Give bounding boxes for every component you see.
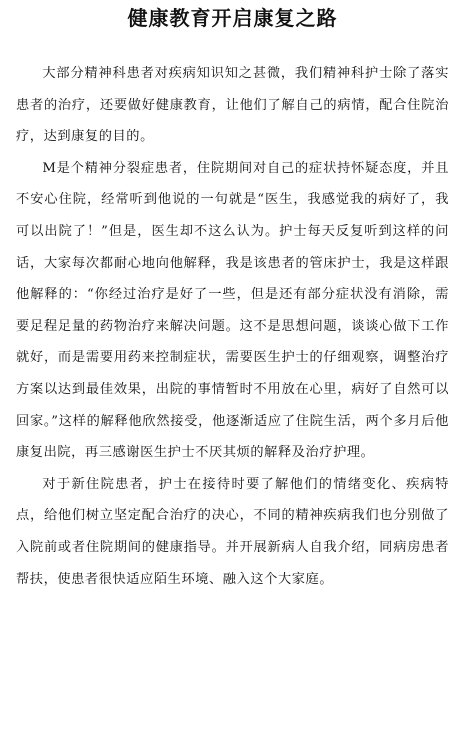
paragraph-intro: 大部分精神科患者对疾病知识知之甚微，我们精神科护士除了落实患者的治疗，还要做好健康教育，让他们了解自己的病情，配合住院治疗，达到康复的目的。 — [16, 66, 449, 145]
paragraph-case-m: M是个精神分裂症患者，住院期间对自己的症状持怀疑态度，并且不安心住院，经常听到他说的一句就是“医生，我感觉我的病好了，我可以出院了！”但是，医生却不这么认为。护士每天反复听到这样的问话，大家每次都耐心地向他解释，我是该患者的管床护士，我是这样跟他解释的：“你经过治疗是好了一些，但是还有部分症状没有消除，需要足程足量的药物治疗来解决问题。这不是思想问题，谈谈心做下工作就好，而是需要用药来控制症状，需要医生护士的仔细观察，调整治疗方案以达到最佳效果，出院的事情暂时不用放在心里，病好了自然可以回家。”这样的解释他欣然接受，他逐渐适应了住院生活，两个多月后他康复出院，再三感谢医生护士不厌其烦的解释及治疗护理。 — [16, 160, 449, 461]
article-body — [16, 58, 449, 595]
paragraph-new-patients: 对于新住院患者，护士在接待时要了解他们的情绪变化、疾病特点，给他们树立坚定配合治疗的决心，不同的精神疾病我们也分别做了入院前或者住院期间的健康指导。并开展新病人自我介绍，同病房患者帮扶，使患者很快适应陌生环境、融入这个大家庭。 — [16, 476, 449, 587]
document-title: 健康教育开启康复之路 — [127, 6, 338, 30]
